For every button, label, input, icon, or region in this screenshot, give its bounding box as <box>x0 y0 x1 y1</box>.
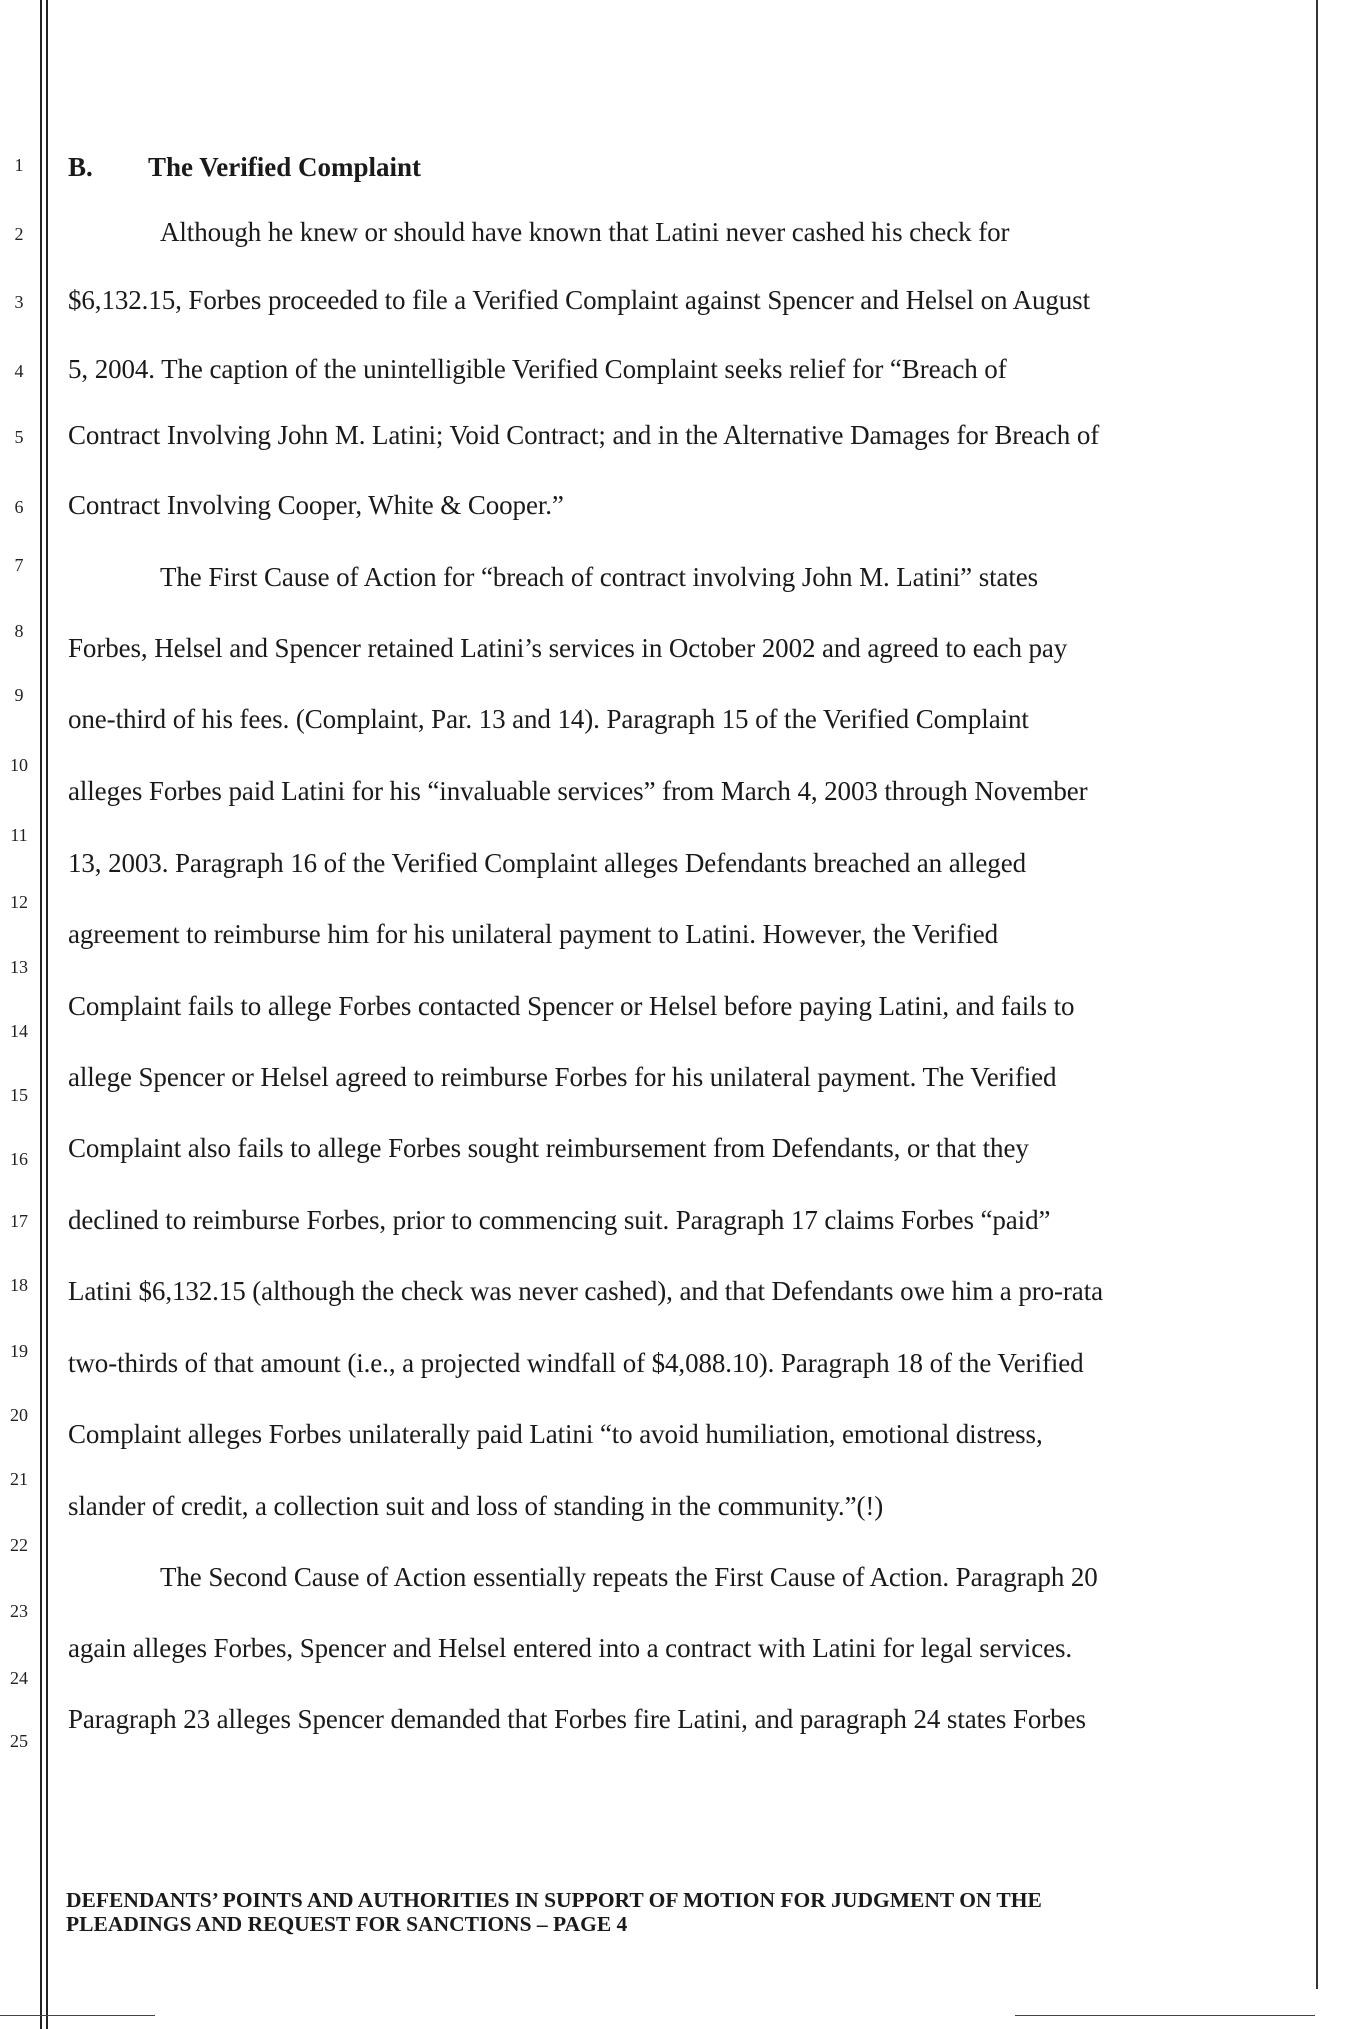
line-number: 11 <box>10 825 28 845</box>
text-line: alleges Forbes paid Latini for his “invaluable services” from March 4, 2003 through November <box>68 776 1088 806</box>
text-line: two-thirds of that amount (i.e., a projected windfall of $4,088.10). Paragraph 18 of the Verified <box>68 1348 1084 1378</box>
line-number: 25 <box>10 1731 28 1751</box>
line-number: 23 <box>10 1601 28 1621</box>
text-line: Although he knew or should have known that Latini never cashed his check for <box>160 217 1010 247</box>
line-number: 20 <box>10 1405 28 1425</box>
line-number: 24 <box>10 1668 28 1688</box>
line-number: 1 <box>14 155 24 175</box>
text-line: 5, 2004. The caption of the unintelligible Verified Complaint seeks relief for “Breach of <box>68 354 1007 384</box>
line-number: 21 <box>10 1469 28 1489</box>
left-margin-rule <box>40 0 42 2029</box>
line-number: 18 <box>10 1275 28 1295</box>
line-number: 9 <box>14 685 24 705</box>
text-line: 13, 2003. Paragraph 16 of the Verified Complaint alleges Defendants breached an alleged <box>68 848 1026 878</box>
text-line: one-third of his fees. (Complaint, Par. 13 and 14). Paragraph 15 of the Verified Complaint <box>68 704 1029 734</box>
line-number: 16 <box>10 1149 28 1169</box>
bottom-rule-left <box>0 2015 155 2016</box>
line-number: 3 <box>14 292 24 312</box>
right-margin-rule <box>1316 0 1318 1989</box>
text-line: Complaint also fails to allege Forbes sought reimbursement from Defendants, or that they <box>68 1133 1029 1163</box>
line-number: 4 <box>14 361 24 381</box>
line-number: 8 <box>14 621 24 641</box>
line-number: 14 <box>10 1021 28 1041</box>
section-heading <box>68 152 421 183</box>
text-line: agreement to reimburse him for his unilateral payment to Latini. However, the Verified <box>68 919 999 949</box>
line-number: 5 <box>14 427 24 447</box>
footer-line-2: PLEADINGS AND REQUEST FOR SANCTIONS – PAGE 4 <box>66 1912 628 1936</box>
text-line: Complaint fails to allege Forbes contacted Spencer or Helsel before paying Latini, and fails to <box>68 991 1075 1021</box>
section-title: The Verified Complaint <box>148 152 422 182</box>
line-number: 19 <box>10 1341 28 1361</box>
text-line: $6,132.15, Forbes proceeded to file a Verified Complaint against Spencer and Helsel on August <box>68 285 1090 315</box>
section-label: B. <box>68 152 93 182</box>
page-footer <box>66 1888 1042 1936</box>
text-line: slander of credit, a collection suit and loss of standing in the community.”(!) <box>68 1491 884 1521</box>
line-number: 13 <box>10 957 28 977</box>
text-line: again alleges Forbes, Spencer and Helsel entered into a contract with Latini for legal services. <box>68 1633 1073 1663</box>
text-line: declined to reimburse Forbes, prior to commencing suit. Paragraph 17 claims Forbes “paid” <box>68 1205 1051 1235</box>
line-number: 7 <box>14 555 24 575</box>
left-margin-rule-inner <box>46 0 48 2029</box>
line-number: 6 <box>14 497 24 517</box>
line-number: 2 <box>14 224 24 244</box>
text-line: Contract Involving John M. Latini; Void Contract; and in the Alternative Damages for Breach of <box>68 420 1100 450</box>
text-line: Complaint alleges Forbes unilaterally paid Latini “to avoid humiliation, emotional distress, <box>68 1419 1043 1449</box>
line-number: 17 <box>10 1211 28 1231</box>
bottom-rule-right <box>1015 2015 1315 2016</box>
line-number: 12 <box>10 892 28 912</box>
line-number: 22 <box>10 1535 28 1555</box>
text-line: The First Cause of Action for “breach of contract involving John M. Latini” states <box>160 562 1039 592</box>
text-line: Contract Involving Cooper, White & Cooper.” <box>68 490 564 520</box>
text-line: Latini $6,132.15 (although the check was never cashed), and that Defendants owe him a pro-rata <box>68 1276 1103 1306</box>
line-number: 10 <box>10 755 28 775</box>
line-number: 15 <box>10 1085 28 1105</box>
text-line: The Second Cause of Action essentially repeats the First Cause of Action. Paragraph 20 <box>160 1562 1098 1592</box>
text-line: allege Spencer or Helsel agreed to reimburse Forbes for his unilateral payment. The Verified <box>68 1062 1057 1092</box>
text-line: Paragraph 23 alleges Spencer demanded that Forbes fire Latini, and paragraph 24 states Forbes <box>68 1704 1086 1734</box>
footer-line-1: DEFENDANTS’ POINTS AND AUTHORITIES IN SUPPORT OF MOTION FOR JUDGMENT ON THE <box>66 1888 1042 1912</box>
text-line: Forbes, Helsel and Spencer retained Latini’s services in October 2002 and agreed to each pay <box>68 633 1068 663</box>
